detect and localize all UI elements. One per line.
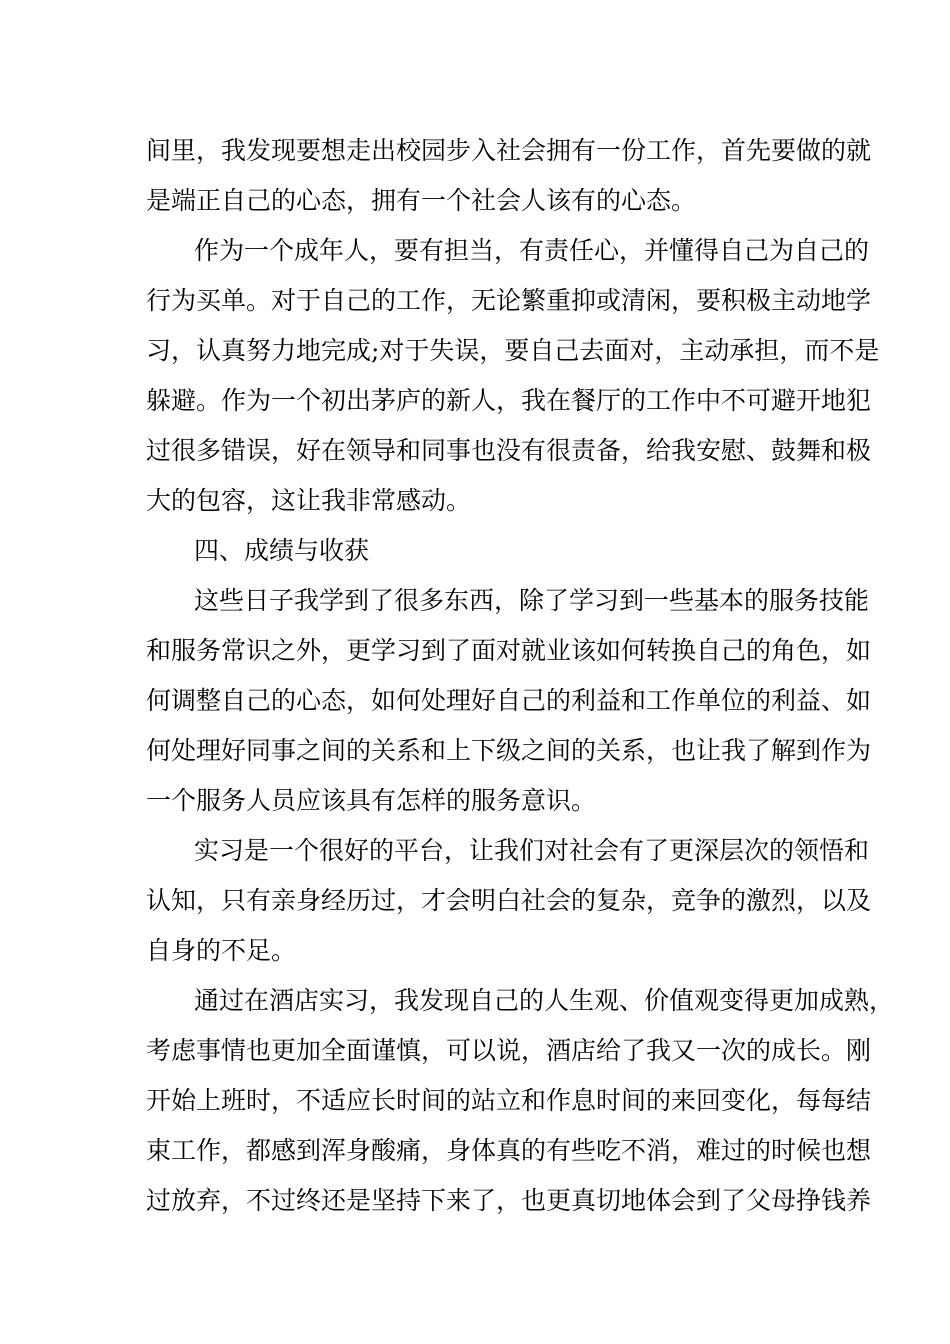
text-line: 躲避。作为一个初出茅庐的新人，我在餐厅的工作中不可避开地犯	[146, 386, 872, 415]
text-line: 自身的不足。	[146, 936, 297, 965]
text-line: 考虑事情也更加全面谨慎，可以说，酒店给了我又一次的成长。刚	[146, 1036, 872, 1065]
text-line: 间里，我发现要想走出校园步入社会拥有一份工作，首先要做的就	[146, 136, 872, 165]
text-line: 习，认真努力地完成;对于失误，要自己去面对，主动承担，而不是	[146, 336, 880, 365]
text-line: 过很多错误，好在领导和同事也没有很责备，给我安慰、鼓舞和极	[146, 436, 872, 465]
text-line: 行为买单。对于自己的工作，无论繁重抑或清闲，要积极主动地学	[146, 286, 872, 315]
text-line: 何处理好同事之间的关系和上下级之间的关系，也让我了解到作为	[146, 736, 872, 765]
text-line: 大的包容，这让我非常感动。	[146, 486, 472, 515]
text-line: 过放弃，不过终还是坚持下来了，也更真切地体会到了父母挣钱养	[146, 1186, 872, 1215]
text-line: 一个服务人员应该具有怎样的服务意识。	[146, 786, 597, 815]
text-line: 何调整自己的心态，如何处理好自己的利益和工作单位的利益、如	[146, 686, 872, 715]
text-line: 认知，只有亲身经历过，才会明白社会的复杂，竞争的激烈，以及	[146, 886, 872, 915]
paragraph-start-line: 作为一个成年人，要有担当，有责任心，并懂得自己为自己的	[194, 236, 870, 265]
text-line: 是端正自己的心态，拥有一个社会人该有的心态。	[146, 186, 697, 215]
paragraph-start-line: 通过在酒店实习，我发现自己的人生观、价值观变得更加成熟，	[194, 986, 895, 1015]
text-line: 束工作，都感到浑身酸痛，身体真的有些吃不消，难过的时候也想	[146, 1136, 872, 1165]
paragraph-start-line: 实习是一个很好的平台，让我们对社会有了更深层次的领悟和	[194, 836, 870, 865]
section-heading: 四、成绩与收获	[194, 536, 370, 565]
text-line: 开始上班时，不适应长时间的站立和作息时间的来回变化，每每结	[146, 1086, 872, 1115]
text-line: 和服务常识之外，更学习到了面对就业该如何转换自己的角色，如	[146, 636, 872, 665]
paragraph-start-line: 这些日子我学到了很多东西，除了学习到一些基本的服务技能	[194, 586, 870, 615]
